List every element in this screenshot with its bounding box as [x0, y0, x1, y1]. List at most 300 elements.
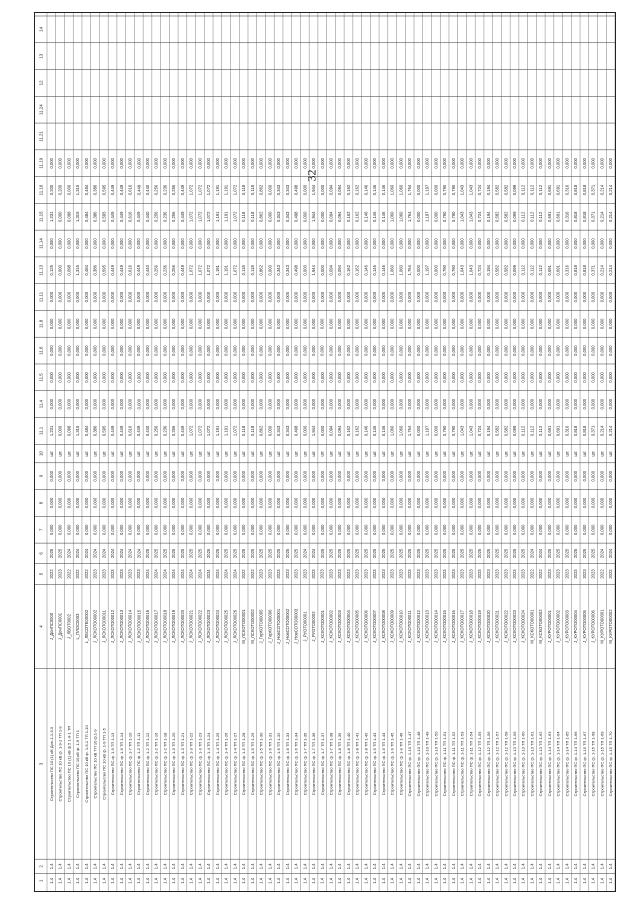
table-cell: 2023	[110, 569, 116, 579]
table-cell: 2025	[380, 548, 386, 559]
table-cell: шт.	[555, 450, 561, 457]
table-cell: 1.4	[162, 877, 168, 884]
project-code-cell: J_КУРОТО00004	[573, 610, 579, 643]
project-name-cell: Строительство ПС ф. 1-10 ТП 1-49	[424, 731, 430, 797]
table-cell: 0,000	[258, 398, 264, 410]
table-cell: 0,000	[311, 398, 317, 410]
table-cell: 0,000	[127, 345, 133, 356]
table-cell: 2023	[380, 569, 386, 579]
table-cell: 1,191	[223, 265, 229, 276]
table-cell: 0,000	[538, 524, 544, 535]
table-cell: 0,146	[372, 425, 378, 437]
table-cell: 0,000	[372, 372, 378, 383]
table-cell: 0,000	[529, 291, 535, 303]
table-cell: 0,214	[599, 211, 605, 222]
table-cell: 1.4	[66, 863, 72, 870]
table-cell: 1,944	[311, 265, 317, 276]
table-cell: 0,000	[171, 345, 177, 356]
table-cell: 2022	[249, 569, 255, 579]
table-cell: 0,000	[232, 238, 238, 249]
table-cell: шт.	[415, 450, 421, 457]
table-cell: 0,000	[564, 398, 570, 410]
header-cell: 11.21	[38, 131, 44, 142]
table-cell: 0,000	[223, 524, 229, 535]
table-cell: 0,000	[512, 291, 518, 303]
table-cell: 0,162	[354, 425, 360, 437]
table-cell: 0,000	[276, 291, 282, 303]
table-cell: 0,000	[459, 345, 465, 356]
table-cell: 0,000	[276, 157, 282, 169]
table-cell: 0,000	[311, 372, 317, 383]
project-code-cell: J_ГорКОТО00006	[267, 609, 273, 644]
table-cell: 0,000	[538, 345, 544, 356]
table-cell: 0,000	[302, 265, 308, 276]
table-cell: шт.	[83, 450, 89, 457]
header-cell: 5	[38, 572, 44, 576]
table-cell: 0,000	[267, 398, 273, 410]
table-cell: 2023	[581, 569, 587, 579]
table-cell: 0,000	[75, 372, 81, 383]
project-name-cell: Строительство ПС ф. 1-14 ТП 1-66	[573, 731, 579, 797]
table-cell: 0,371	[590, 425, 596, 437]
table-cell: 0,000	[267, 425, 273, 437]
table-cell: 0,214	[608, 425, 614, 437]
table-cell: 0,000	[267, 157, 273, 169]
table-cell: 0,000	[407, 398, 413, 410]
table-cell: 0,343	[284, 211, 290, 222]
table-cell: 2023	[485, 569, 491, 579]
table-cell: 0,000	[118, 157, 124, 169]
table-cell: 2024	[608, 548, 614, 559]
table-cell: 0,000	[311, 238, 317, 249]
table-cell: 0,000	[311, 157, 317, 169]
table-cell: 0,000	[48, 372, 54, 383]
table-cell: 0,000	[389, 291, 395, 303]
table-cell: 0,000	[433, 425, 439, 437]
table-cell: 0,000	[110, 372, 116, 383]
table-cell: 0,000	[48, 318, 54, 330]
table-cell: 0,000	[503, 497, 509, 509]
table-cell: 0,000	[162, 398, 168, 410]
table-cell: 0,000	[363, 318, 369, 330]
table-cell: 0,000	[258, 157, 264, 169]
table-cell: 0,000	[144, 524, 150, 535]
table-cell: 0,000	[258, 470, 264, 482]
project-name-cell: Строительство ПС ф. 1-11 ТП 1-51	[442, 731, 448, 797]
table-cell: 0,000	[398, 157, 404, 169]
table-cell: 0,000	[459, 238, 465, 249]
table-cell: 0,000	[433, 345, 439, 356]
table-cell: шт.	[442, 450, 448, 457]
table-cell: 0,000	[599, 398, 605, 410]
table-cell: 0,000	[555, 345, 561, 356]
table-cell: 0,000	[485, 524, 491, 535]
table-cell: 0,000	[171, 318, 177, 330]
table-cell: 0,000	[101, 524, 107, 535]
table-cell: 0,000	[433, 238, 439, 249]
table-cell: 0,449	[110, 184, 116, 196]
table-cell: 0,000	[48, 345, 54, 356]
project-code-cell: J_КСКОТО00013	[424, 610, 430, 643]
table-cell: 1.4	[127, 863, 133, 870]
table-cell: 0,000	[171, 398, 177, 410]
table-cell: 0,000	[214, 157, 220, 169]
table-cell: 0,000	[380, 524, 386, 535]
table-cell: 1,072	[206, 425, 212, 437]
table-cell: 0,000	[110, 291, 116, 303]
table-cell: 0,000	[468, 157, 474, 169]
table-cell: 0,162	[345, 211, 351, 222]
table-cell: 0,343	[276, 425, 282, 437]
table-cell: 0,000	[83, 345, 89, 356]
table-cell: 0,000	[503, 470, 509, 482]
table-cell: 0,000	[75, 318, 81, 330]
table-cell: 0,000	[258, 238, 264, 249]
table-cell: 0,000	[302, 184, 308, 196]
table-cell: 0,000	[442, 524, 448, 535]
table-cell: 0,000	[188, 345, 194, 356]
table-cell: 1,072	[232, 211, 238, 222]
table-cell: 0,000	[276, 238, 282, 249]
table-cell: 0,000	[380, 238, 386, 249]
table-cell: 1.4	[345, 863, 351, 870]
table-cell: шт.	[241, 450, 247, 457]
table-cell: 0,000	[599, 157, 605, 169]
table-cell: 0,256	[171, 184, 177, 196]
project-name-cell: Строительство ПС ф. 1-8 ТП 1-42	[363, 732, 369, 796]
table-cell: 1.4	[337, 877, 343, 884]
table-cell: 0,000	[363, 157, 369, 169]
table-cell: 0,118	[249, 211, 255, 222]
table-cell: 0,000	[153, 524, 159, 535]
table-cell: 0,146	[363, 425, 369, 437]
table-cell: 0,000	[450, 497, 456, 509]
table-cell: 0,000	[608, 470, 614, 482]
table-cell: 2023	[101, 569, 107, 579]
table-cell: 0,000	[319, 372, 325, 383]
table-cell: 0,000	[477, 157, 483, 169]
project-name-cell: Строительство ПС ф. 1-3 ТП 1-22	[188, 732, 194, 796]
table-cell: 0,000	[241, 398, 247, 410]
table-cell: 2022	[75, 569, 81, 579]
table-cell: 0,000	[171, 524, 177, 535]
table-cell: 0,343	[276, 184, 282, 196]
table-cell: шт.	[354, 450, 360, 457]
table-cell: 0,000	[284, 157, 290, 169]
project-name-cell: Строительство ПС ф. 1-6 ТП 1-33	[284, 732, 290, 796]
table-cell: 0,449	[110, 425, 116, 437]
table-cell: шт.	[564, 450, 570, 457]
table-cell: 0,000	[450, 291, 456, 303]
table-cell: 0,000	[136, 470, 142, 482]
table-cell: 0,000	[284, 497, 290, 509]
table-cell: 0,818	[573, 265, 579, 276]
table-cell: 1.4	[477, 877, 483, 884]
table-cell: 0,000	[485, 398, 491, 410]
table-cell: 0,000	[110, 524, 116, 535]
table-cell: 2025	[48, 548, 54, 559]
table-cell: 0,449	[179, 425, 185, 437]
table-cell: 0,000	[136, 157, 142, 169]
table-cell: 0,000	[450, 238, 456, 249]
table-cell: 0,000	[512, 318, 518, 330]
table-cell: 0,000	[564, 291, 570, 303]
table-cell: 2023	[284, 569, 290, 579]
header-cell: 11.19	[38, 157, 44, 169]
table-cell: 0,000	[354, 345, 360, 356]
table-cell: 0,000	[127, 398, 133, 410]
project-name-cell: Строительство ПС ф. 1-14 ТП 1-63	[546, 731, 552, 797]
project-name-cell: Строительство ПС 10 (1) кВ Дон-1-1-9-5	[48, 726, 54, 802]
table-cell: шт.	[398, 450, 404, 457]
header-cell: 11.1	[38, 426, 44, 436]
table-cell: 1,060	[398, 184, 404, 196]
table-cell: 0,000	[311, 470, 317, 482]
table-cell: 1.4	[101, 863, 107, 870]
table-cell: 0,790	[442, 265, 448, 276]
table-cell: 0,000	[433, 497, 439, 509]
table-cell: 0,000	[101, 372, 107, 383]
table-cell: 2023	[337, 569, 343, 579]
table-cell: 0,000	[241, 372, 247, 383]
table-cell: 0,000	[302, 238, 308, 249]
table-cell: 0,000	[608, 238, 614, 249]
table-cell: шт.	[573, 450, 579, 457]
table-cell: шт.	[284, 450, 290, 457]
table-cell: 1.4	[328, 863, 334, 870]
table-cell: 1.4	[57, 877, 63, 884]
table-cell: 0,000	[450, 157, 456, 169]
table-cell: 1.4	[48, 863, 54, 870]
header-cell: 10	[38, 451, 44, 456]
table-cell: 0,000	[258, 291, 264, 303]
table-cell: 0,000	[485, 470, 491, 482]
table-cell: 2025	[503, 548, 509, 559]
table-cell: 0,000	[136, 238, 142, 249]
table-cell: 0,582	[503, 265, 509, 276]
table-cell: 2025	[232, 548, 238, 559]
table-cell: 0,000	[311, 497, 317, 509]
table-cell: 0,000	[389, 238, 395, 249]
table-cell: шт.	[48, 450, 54, 457]
project-name-cell: Строительство ПС ф. 1-7 ТП 1-37	[319, 732, 325, 796]
table-cell: 0,000	[546, 372, 552, 383]
table-cell: 0,000	[407, 318, 413, 330]
table-cell: 0,000	[258, 318, 264, 330]
table-cell: 0,386	[92, 425, 98, 437]
table-cell: 0,118	[241, 265, 247, 276]
project-code-cell: J_КСКОТО00019	[477, 610, 483, 643]
table-cell: 0,000	[503, 318, 509, 330]
table-cell: 2025	[276, 548, 282, 559]
table-cell: 1.4	[503, 877, 509, 884]
table-cell: 0,000	[92, 524, 98, 535]
table-cell: 2025	[223, 548, 229, 559]
project-code-cell: J_ЛВОТ0002	[66, 614, 72, 639]
table-cell: 0,000	[555, 398, 561, 410]
table-cell: 1.4	[267, 877, 273, 884]
table-cell: 0,000	[599, 318, 605, 330]
table-cell: 1,072	[206, 184, 212, 196]
table-cell: 0,000	[206, 497, 212, 509]
project-name-cell: Строительство ПС ф. 1-9 ТП 1-14	[118, 732, 124, 796]
project-name-cell: Строительство ПС ф. 1-7 ТП 1-36	[311, 732, 317, 796]
table-cell: 0,000	[608, 398, 614, 410]
table-cell: 2025	[546, 548, 552, 559]
table-cell: 0,000	[311, 345, 317, 356]
project-name-cell: Строительство ПС ф. 1-2 ТП 1-16	[153, 732, 159, 796]
table-cell: 0,000	[188, 157, 194, 169]
table-cell: 0,000	[345, 470, 351, 482]
table-cell: 0,000	[354, 238, 360, 249]
table-cell: 1.4	[590, 877, 596, 884]
table-cell: 0,000	[581, 497, 587, 509]
table-cell: 0,000	[101, 345, 107, 356]
table-cell: 0,000	[101, 398, 107, 410]
table-cell: 2024	[302, 548, 308, 559]
table-cell: 0,595	[101, 265, 107, 276]
table-cell: 2022	[599, 569, 605, 579]
table-cell: 1,072	[197, 184, 203, 196]
table-cell: 0,000	[494, 157, 500, 169]
table-cell: 1,060	[398, 211, 404, 222]
table-cell: 0,449	[136, 184, 142, 196]
table-cell: 2025	[337, 548, 343, 559]
project-name-cell: Строительство ПС ф. 1-11 ТП 1-52	[450, 731, 456, 797]
table-cell: 0,000	[214, 372, 220, 383]
table-cell: 0,000	[241, 470, 247, 482]
table-cell: 0,000	[302, 345, 308, 356]
table-cell: 1.4	[83, 863, 89, 870]
table-cell: 0,000	[442, 318, 448, 330]
table-cell: 2025	[433, 548, 439, 559]
project-code-cell: J_КСКОТО00012	[415, 610, 421, 643]
table-cell: шт.	[450, 450, 456, 457]
table-cell: 0,000	[520, 291, 526, 303]
table-cell: 0,000	[83, 157, 89, 169]
table-cell: 0,000	[319, 291, 325, 303]
table-cell: 0,000	[354, 497, 360, 509]
table-cell: 0,000	[389, 345, 395, 356]
table-cell: 0,000	[302, 211, 308, 222]
table-cell: 0,000	[302, 398, 308, 410]
header-cell: 11.5	[38, 373, 44, 382]
project-name-cell: Строительство ПС ф. 1-9 ТП 1-44	[380, 732, 386, 796]
table-cell: 0,000	[267, 524, 273, 535]
table-cell: 0,000	[389, 398, 395, 410]
table-cell: 0,000	[415, 318, 421, 330]
table-cell: 0,000	[459, 497, 465, 509]
table-cell: шт.	[608, 450, 614, 457]
table-cell: 1.4	[494, 877, 500, 884]
table-cell: 1,072	[206, 265, 212, 276]
table-cell: 0,000	[415, 238, 421, 249]
table-cell: 0,000	[66, 291, 72, 303]
table-cell: 0,000	[311, 291, 317, 303]
table-cell: 0,000	[232, 291, 238, 303]
table-cell: 0,000	[249, 470, 255, 482]
project-code-cell: J_КСКОТО00003	[337, 610, 343, 643]
table-cell: шт.	[249, 450, 255, 457]
project-name-cell: Строительство ПС ф. 1-4 ТП 1-27	[232, 732, 238, 796]
project-name-cell: Строительство ПС ф. 1-5 ТП 1-30	[258, 732, 264, 796]
table-cell: 0,000	[485, 372, 491, 383]
table-cell: 2023	[136, 569, 142, 579]
table-cell: 1,231	[48, 211, 54, 222]
table-cell: 1.4	[372, 877, 378, 884]
table-cell: 0,000	[363, 524, 369, 535]
project-name-cell: Строительство ПС ф. 1-13 ТП 1-62	[538, 731, 544, 797]
table-cell: 1,197	[424, 184, 430, 196]
table-cell: 0,000	[136, 524, 142, 535]
table-cell: 0,000	[153, 157, 159, 169]
table-cell: 1.4	[144, 877, 150, 884]
table-cell: 0,214	[599, 184, 605, 196]
table-cell: 1.4	[442, 863, 448, 870]
table-cell: 0,000	[92, 470, 98, 482]
table-cell: 0,000	[136, 318, 142, 330]
table-cell: 1.4	[101, 877, 107, 884]
table-cell: 0,449	[110, 265, 116, 276]
table-cell: 0,000	[66, 372, 72, 383]
table-cell: 0,000	[538, 318, 544, 330]
table-cell: 0,000	[345, 345, 351, 356]
table-cell: 1.4	[118, 877, 124, 884]
table-cell: 0,000	[249, 345, 255, 356]
project-code-cell: J_НовСОТО00002	[284, 608, 290, 645]
table-cell: 0,000	[249, 398, 255, 410]
table-cell: 0,343	[276, 265, 282, 276]
table-cell: 0,818	[573, 184, 579, 196]
table-cell: 0,000	[503, 524, 509, 535]
project-name-cell: Строительство ПС ф. 1-5 ТП 1-28	[241, 732, 247, 796]
table-cell: 0,818	[581, 211, 587, 222]
project-name-cell: Строительство ПС ф. 1-4 ТП 1-25	[214, 732, 220, 796]
table-cell: шт.	[494, 450, 500, 457]
table-cell: 0,000	[520, 372, 526, 383]
table-cell: 1,060	[389, 265, 395, 276]
header-cell: 13	[38, 53, 44, 59]
table-cell: 0,000	[188, 398, 194, 410]
table-cell: 0,000	[101, 238, 107, 249]
table-cell: 1,060	[389, 425, 395, 437]
table-cell: 1,043	[459, 184, 465, 196]
table-cell: 0,000	[241, 318, 247, 330]
table-cell: 0,498	[293, 425, 299, 437]
project-code-cell: J_ЛСКОТО00013	[118, 609, 124, 644]
table-cell: 1,043	[468, 211, 474, 222]
table-cell: 0,000	[162, 291, 168, 303]
table-grid	[35, 13, 615, 891]
table-cell: 0,691	[546, 425, 552, 437]
table-cell: шт.	[599, 450, 605, 457]
table-cell: 2025	[477, 548, 483, 559]
table-cell: 1,072	[232, 184, 238, 196]
table-cell: 0,000	[75, 291, 81, 303]
table-cell: 1.4	[48, 877, 54, 884]
table-cell: 1.4	[372, 863, 378, 870]
project-name-cell: Строительство ПС 10 кВ ТП 10 ф.1-9	[92, 729, 98, 799]
table-cell: 1.4	[520, 863, 526, 870]
table-cell: 0,000	[57, 470, 63, 482]
table-cell: 0,112	[529, 425, 535, 436]
table-cell: 1.4	[512, 877, 518, 884]
table-cell: 2025	[328, 548, 334, 559]
table-cell: 0,000	[214, 318, 220, 330]
table-cell: 0,256	[171, 211, 177, 222]
project-code-cell: J_КСКОТО00017	[459, 610, 465, 643]
table-cell: 0,000	[179, 497, 185, 509]
